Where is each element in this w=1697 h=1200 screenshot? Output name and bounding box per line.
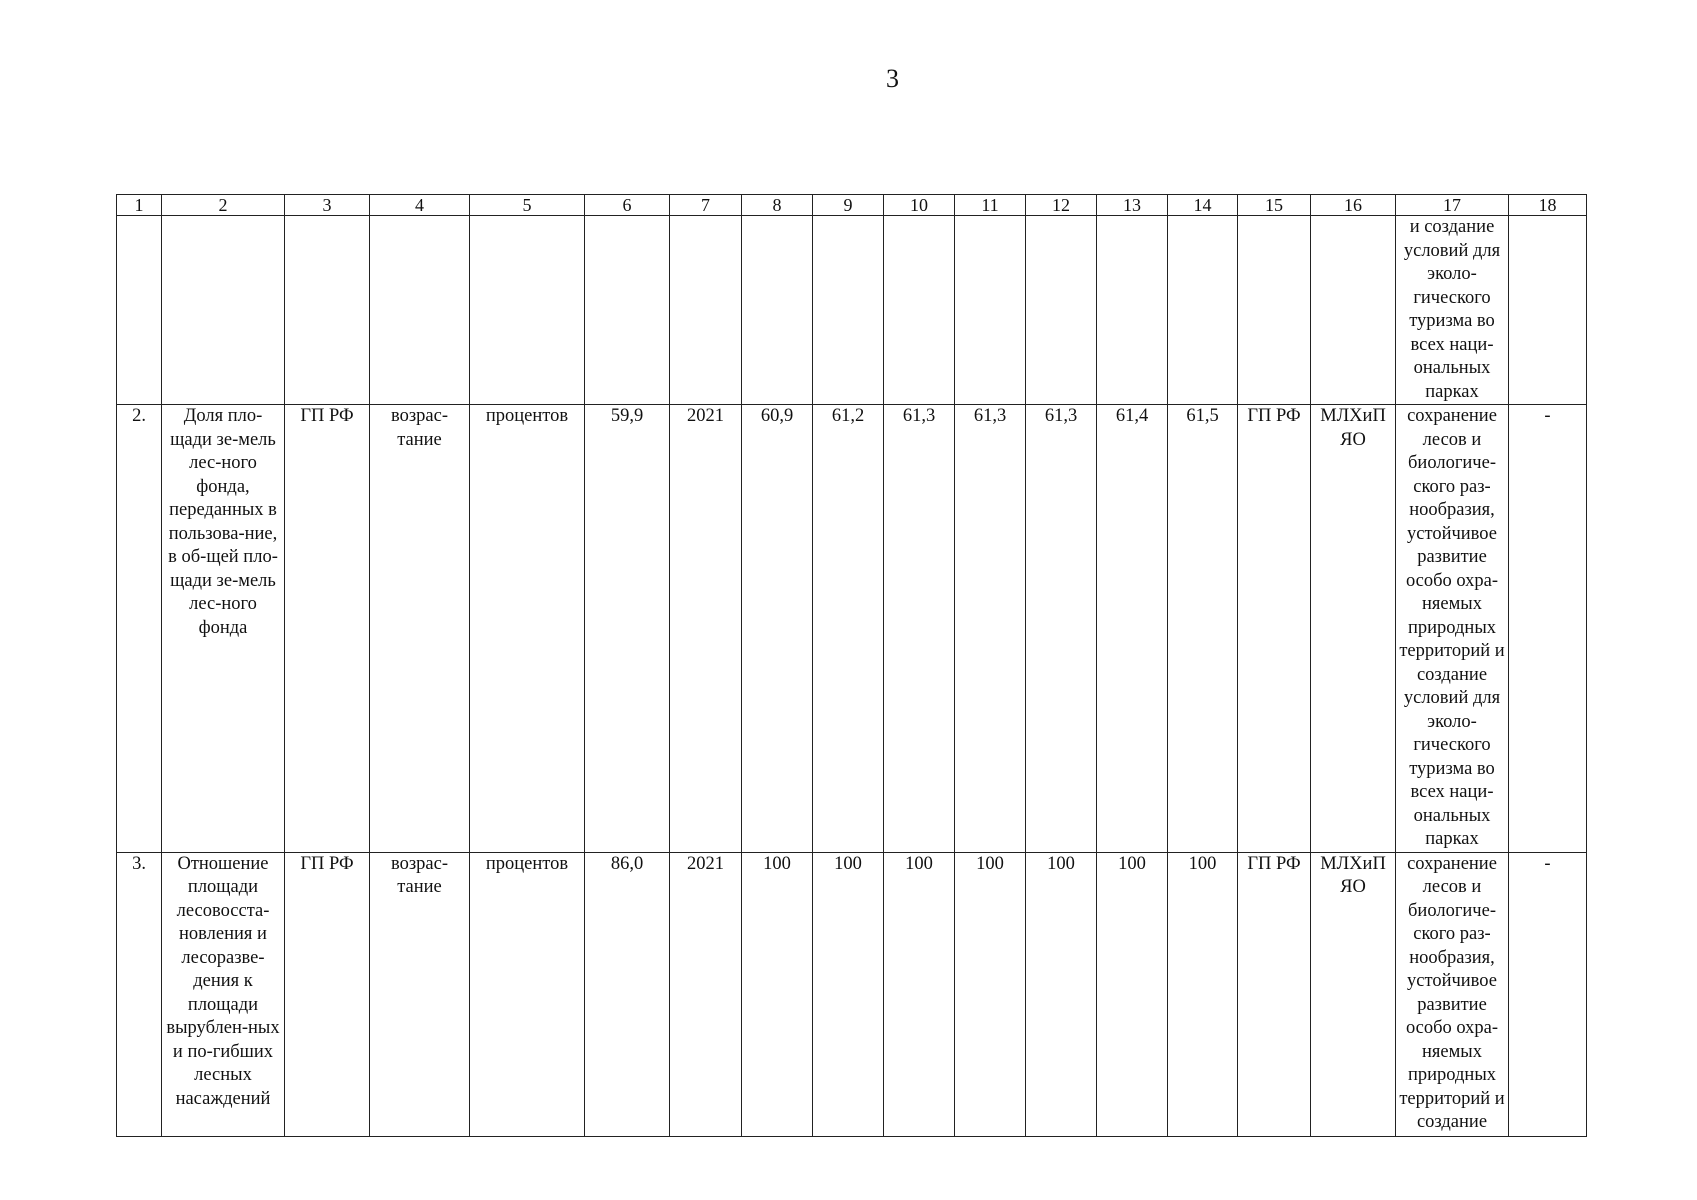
- column-header: 2: [162, 195, 285, 216]
- goal-cell: и создание условий для эколо-гического туризма во всех наци-ональных парках: [1396, 216, 1509, 405]
- value-cell: 100: [1097, 852, 1168, 1136]
- column-header: 3: [285, 195, 370, 216]
- row-number: 3.: [117, 852, 162, 1136]
- source-cell: ГП РФ: [285, 852, 370, 1136]
- column-header: 12: [1026, 195, 1097, 216]
- column-header: 9: [813, 195, 884, 216]
- responsible-cell: МЛХиП ЯО: [1311, 405, 1396, 853]
- value-cell: 61,3: [884, 405, 955, 853]
- value-cell: 61,3: [955, 405, 1026, 853]
- indicator-name: Отношение площади лесовосста-новления и лесоразве-дения к площади вырублен-ных и по-гибших лесных насаждений: [162, 852, 285, 1136]
- column-header: 7: [670, 195, 742, 216]
- column-header: 11: [955, 195, 1026, 216]
- value-cell: 61,2: [813, 405, 884, 853]
- responsible-cell: МЛХиП ЯО: [1311, 852, 1396, 1136]
- doc-cell: ГП РФ: [1238, 405, 1311, 853]
- column-header: 8: [742, 195, 813, 216]
- indicator-name: Доля пло-щади зе-мель лес-ного фонда, переданных в пользова-ние, в об-щей пло-щади зе-мель лес-ного фонда: [162, 405, 285, 853]
- value-cell: 61,4: [1097, 405, 1168, 853]
- value-cell: 61,5: [1168, 405, 1238, 853]
- column-number-row: [117, 195, 1587, 216]
- column-header: 13: [1097, 195, 1168, 216]
- column-header: 14: [1168, 195, 1238, 216]
- trend-cell: возрас-тание: [370, 852, 470, 1136]
- value-cell: 100: [1168, 852, 1238, 1136]
- column-header: 17: [1396, 195, 1509, 216]
- column-header: 16: [1311, 195, 1396, 216]
- value-cell: 100: [813, 852, 884, 1136]
- value-cell: 60,9: [742, 405, 813, 853]
- base-value-cell: 86,0: [585, 852, 670, 1136]
- column-header: 10: [884, 195, 955, 216]
- column-header: 1: [117, 195, 162, 216]
- unit-cell: процентов: [470, 405, 585, 853]
- note-cell: -: [1509, 852, 1587, 1136]
- value-cell: 100: [884, 852, 955, 1136]
- continuation-row: [117, 216, 1587, 405]
- goal-cell: сохранение лесов и биологиче-ского раз-нообразия, устойчивое развитие особо охра-няемых природных территорий и создание условий для эколо-гического туризма во всех наци-ональных парках: [1396, 405, 1509, 853]
- column-header: 6: [585, 195, 670, 216]
- note-cell: -: [1509, 405, 1587, 853]
- column-header: 18: [1509, 195, 1587, 216]
- unit-cell: процентов: [470, 852, 585, 1136]
- goal-cell: сохранение лесов и биологиче-ского раз-нообразия, устойчивое развитие особо охра-няемых природных территорий и создание: [1396, 852, 1509, 1136]
- table-row: [117, 405, 1587, 853]
- base-value-cell: 59,9: [585, 405, 670, 853]
- value-cell: 100: [1026, 852, 1097, 1136]
- column-header: 4: [370, 195, 470, 216]
- value-cell: 100: [955, 852, 1026, 1136]
- table-row: [117, 852, 1587, 1136]
- source-cell: ГП РФ: [285, 405, 370, 853]
- page-number: 3: [886, 64, 899, 93]
- column-header: 5: [470, 195, 585, 216]
- trend-cell: возрас-тание: [370, 405, 470, 853]
- row-number: 2.: [117, 405, 162, 853]
- value-cell: 100: [742, 852, 813, 1136]
- indicators-table: [116, 194, 1587, 1137]
- base-year-cell: 2021: [670, 405, 742, 853]
- base-year-cell: 2021: [670, 852, 742, 1136]
- doc-cell: ГП РФ: [1238, 852, 1311, 1136]
- value-cell: 61,3: [1026, 405, 1097, 853]
- column-header: 15: [1238, 195, 1311, 216]
